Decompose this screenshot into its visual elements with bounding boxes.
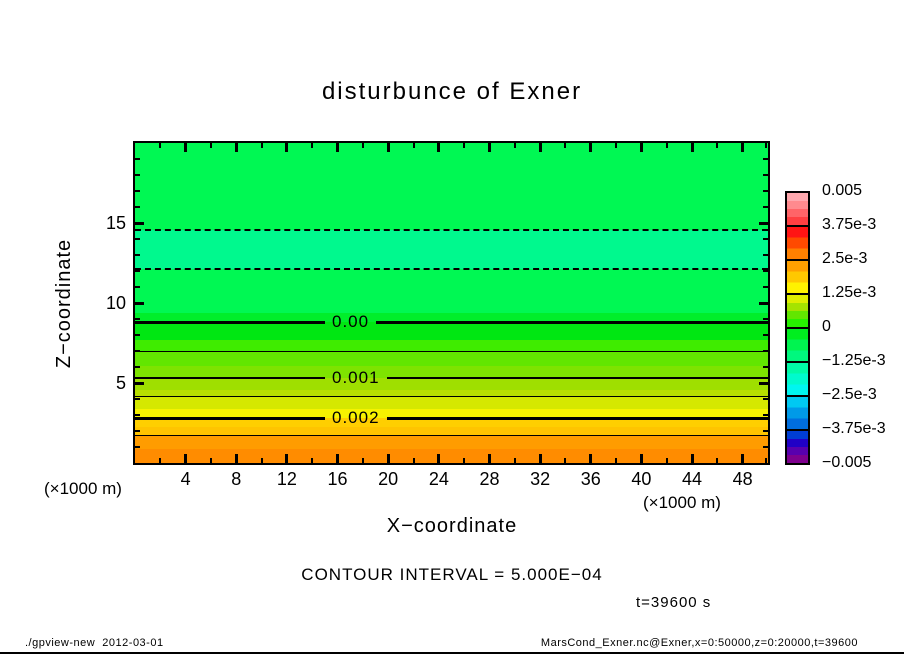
- x-minor-tick: [564, 143, 566, 148]
- time-annotation: t=39600 s: [636, 594, 712, 611]
- x-major-tick: [539, 143, 542, 152]
- x-minor-tick: [615, 458, 617, 463]
- contour-line-segment: [135, 377, 325, 379]
- x-major-tick: [741, 143, 744, 152]
- x-major-tick: [640, 454, 643, 463]
- contour-label: 0.002: [332, 408, 380, 428]
- contour-line-segment: [135, 396, 768, 397]
- x-minor-tick: [210, 143, 212, 148]
- x-minor-tick: [210, 458, 212, 463]
- x-major-tick: [691, 143, 694, 152]
- x-minor-tick: [716, 458, 718, 463]
- contour-interval-note: CONTOUR INTERVAL = 5.000E−04: [301, 565, 603, 584]
- colorbar-tick-label: 2.5e-3: [822, 250, 868, 267]
- y-minor-tick: [763, 446, 768, 448]
- contour-label: 0.001: [332, 368, 380, 388]
- y-minor-tick: [763, 270, 768, 272]
- colorbar-tick-label: 0.005: [822, 182, 863, 199]
- x-minor-tick: [765, 143, 767, 148]
- x-major-tick: [387, 143, 390, 152]
- x-tick-label: 36: [580, 469, 601, 489]
- contour-line-segment: [135, 351, 768, 352]
- x-minor-tick: [716, 143, 718, 148]
- y-minor-tick: [135, 190, 140, 192]
- contour-line: [135, 425, 768, 445]
- chart-title: disturbunce of Exner: [321, 78, 583, 105]
- y-minor-tick: [135, 286, 140, 288]
- y-major-tick: [135, 302, 144, 305]
- x-major-tick: [589, 143, 592, 152]
- y-minor-tick: [763, 206, 768, 208]
- y-minor-tick: [763, 414, 768, 416]
- y-minor-tick: [135, 366, 140, 368]
- x-minor-tick: [311, 458, 313, 463]
- colorbar-box: [785, 327, 810, 363]
- contour-line-labeled: [135, 368, 768, 388]
- x-major-tick: [488, 454, 491, 463]
- x-tick-label: 16: [327, 469, 348, 489]
- x-major-tick: [235, 143, 238, 152]
- y-minor-tick: [763, 158, 768, 160]
- x-minor-tick: [159, 458, 161, 463]
- colorbar-tick-label: −3.75e-3: [822, 420, 886, 437]
- y-minor-tick: [763, 254, 768, 256]
- x-tick-label: 48: [732, 469, 753, 489]
- y-minor-tick: [135, 318, 140, 320]
- y-tick-label: 15: [105, 213, 126, 233]
- x-axis-label: X−coordinate: [386, 515, 518, 537]
- y-minor-tick: [763, 286, 768, 288]
- y-major-tick: [135, 222, 144, 225]
- x-major-tick: [589, 454, 592, 463]
- x-major-tick: [437, 454, 440, 463]
- x-tick-label: 20: [378, 469, 399, 489]
- y-minor-tick: [135, 414, 140, 416]
- contour-line-segment: [376, 321, 768, 324]
- y-minor-tick: [135, 350, 140, 352]
- x-major-tick: [488, 143, 491, 152]
- y-minor-tick: [135, 270, 140, 272]
- x-major-tick: [336, 143, 339, 152]
- x-axis-unit: (×1000 m): [643, 493, 721, 512]
- color-band: [135, 143, 768, 230]
- y-major-tick: [135, 382, 144, 385]
- colorbar-tick-label: 3.75e-3: [822, 216, 877, 233]
- x-minor-tick: [261, 458, 263, 463]
- colorbar-tick-label: −1.25e-3: [822, 352, 886, 369]
- contour-line-segment: [387, 377, 768, 379]
- y-axis-label-text: Z−coordinate: [53, 238, 76, 368]
- x-major-tick: [184, 454, 187, 463]
- colorbar-box: [785, 293, 810, 329]
- x-minor-tick: [362, 458, 364, 463]
- footer-command-text: ./gpview-new 2012-03-01: [25, 637, 164, 649]
- y-tick-label: 10: [105, 293, 126, 313]
- y-tick-label: 5: [115, 373, 126, 393]
- contour-line: [135, 259, 768, 279]
- footer-source-text: MarsCond_Exner.nc@Exner,x=0:50000,z=0:20000,t=39600: [540, 637, 858, 649]
- y-minor-tick: [763, 430, 768, 432]
- x-minor-tick: [311, 143, 313, 148]
- contour-line-segment: [135, 417, 325, 420]
- y-minor-tick: [763, 366, 768, 368]
- x-major-tick: [437, 143, 440, 152]
- contour-line-labeled: [135, 312, 768, 332]
- x-major-tick: [387, 454, 390, 463]
- y-minor-tick: [135, 398, 140, 400]
- contour-line-segment: [135, 321, 325, 324]
- colorbar-box: [785, 395, 810, 431]
- plot-area: [135, 143, 768, 463]
- x-minor-tick: [463, 143, 465, 148]
- x-minor-tick: [514, 143, 516, 148]
- colorbar-tick-label: −2.5e-3: [822, 386, 877, 403]
- x-minor-tick: [463, 458, 465, 463]
- x-major-tick: [285, 143, 288, 152]
- contour-line: [135, 387, 768, 407]
- x-tick-label: 24: [428, 469, 449, 489]
- x-tick-label: 8: [231, 469, 242, 489]
- color-band: [135, 449, 768, 463]
- x-minor-tick: [362, 143, 364, 148]
- x-minor-tick: [413, 458, 415, 463]
- y-major-tick: [759, 302, 768, 305]
- y-minor-tick: [763, 190, 768, 192]
- x-major-tick: [285, 454, 288, 463]
- x-minor-tick: [514, 458, 516, 463]
- x-major-tick: [741, 454, 744, 463]
- x-major-tick: [539, 454, 542, 463]
- y-major-tick: [759, 382, 768, 385]
- contour-label: 0.00: [332, 312, 370, 332]
- y-minor-tick: [763, 334, 768, 336]
- x-tick-label: 4: [180, 469, 191, 489]
- y-minor-tick: [135, 334, 140, 336]
- x-major-tick: [235, 454, 238, 463]
- y-minor-tick: [135, 206, 140, 208]
- contour-line: [135, 342, 768, 362]
- y-minor-tick: [135, 446, 140, 448]
- y-minor-tick: [135, 238, 140, 240]
- x-minor-tick: [666, 458, 668, 463]
- contour-line-segment: [135, 229, 768, 231]
- colorbar-box: [785, 429, 810, 465]
- colorbar-tick-label: −0.005: [822, 454, 872, 471]
- contour-line-segment: [135, 268, 768, 270]
- colorbar-box: [785, 361, 810, 397]
- x-minor-tick: [666, 143, 668, 148]
- x-major-tick: [640, 143, 643, 152]
- y-minor-tick: [763, 318, 768, 320]
- x-tick-label: 40: [631, 469, 652, 489]
- x-tick-label: 32: [530, 469, 551, 489]
- colorbar-tick-label: 0: [822, 318, 831, 335]
- contour-line: [135, 220, 768, 240]
- y-minor-tick: [763, 238, 768, 240]
- colorbar-tick-label: 1.25e-3: [822, 284, 877, 301]
- y-major-tick: [759, 222, 768, 225]
- x-minor-tick: [159, 143, 161, 148]
- x-minor-tick: [615, 143, 617, 148]
- x-major-tick: [336, 454, 339, 463]
- contour-line-segment: [135, 435, 768, 436]
- x-major-tick: [184, 143, 187, 152]
- y-minor-tick: [763, 174, 768, 176]
- y-minor-tick: [135, 254, 140, 256]
- y-minor-tick: [763, 398, 768, 400]
- x-tick-label: 12: [276, 469, 297, 489]
- y-minor-tick: [763, 350, 768, 352]
- y-minor-tick: [135, 430, 140, 432]
- y-minor-tick: [135, 158, 140, 160]
- x-minor-tick: [564, 458, 566, 463]
- colorbar-box: [785, 191, 810, 227]
- x-minor-tick: [765, 458, 767, 463]
- y-axis-unit: (×1000 m): [44, 479, 122, 498]
- x-tick-label: 44: [682, 469, 703, 489]
- x-minor-tick: [261, 143, 263, 148]
- x-minor-tick: [413, 143, 415, 148]
- colorbar-box: [785, 225, 810, 261]
- contour-line-segment: [387, 417, 768, 420]
- colorbar: [785, 191, 810, 465]
- y-minor-tick: [135, 174, 140, 176]
- x-major-tick: [691, 454, 694, 463]
- colorbar-box: [785, 259, 810, 295]
- x-tick-label: 28: [479, 469, 500, 489]
